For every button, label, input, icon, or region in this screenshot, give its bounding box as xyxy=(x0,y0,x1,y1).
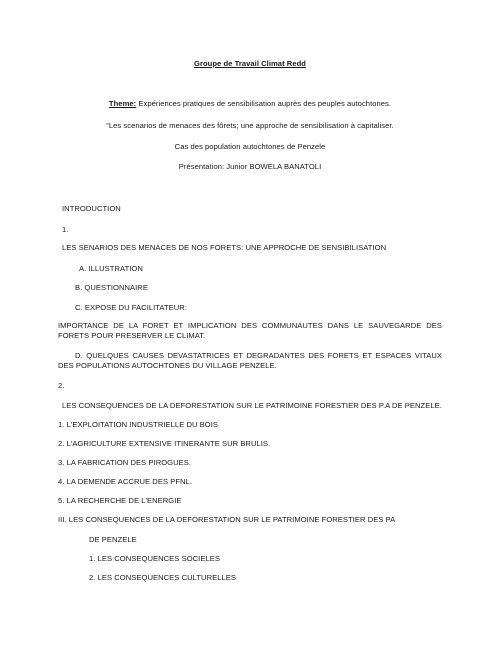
section-heading: LES CONSEQUENCES DE LA DEFORESTATION SUR LE PATRIMOINE FORESTIER DES P.A DE PENZELE. xyxy=(62,401,442,410)
paragraph: IMPORTANCE DE LA FORET ET IMPLICATION DES COMMUNAUTES DANS LE SAUVEGARDE DES FORETS POUR PRESERVER LE CLIMAT. xyxy=(58,321,442,340)
theme-label: Theme: xyxy=(108,99,137,108)
document-title: Groupe de Travail Climat Redd xyxy=(193,59,306,68)
list-item: 2. LES CONSEQUENCES CULTURELLES xyxy=(89,573,236,582)
theme-line xyxy=(0,99,500,109)
presenter-line: Présentation: Junior BOWELA BANATOLI xyxy=(178,162,322,171)
list-item: 2. L'AGRICULTURE EXTENSIVE ITINERANTE SUR BRULIS. xyxy=(58,439,271,448)
section-heading: LES SENARIOS DES MENACES DE NOS FORETS: UNE APPROCHE DE SENSIBILISATION xyxy=(62,243,387,252)
list-item: 1. L'EXPLOITATION INDUSTRIELLE DU BOIS xyxy=(58,420,219,429)
section-number: 2. xyxy=(58,381,65,390)
list-item: B. QUESTIONNAIRE xyxy=(75,283,148,292)
section-heading: III. LES CONSEQUENCES DE LA DEFORESTATION SUR LE PATRIMOINE FORESTIER DES PA xyxy=(58,515,396,524)
case-line: Cas des population autochtones de Penzele xyxy=(174,142,326,151)
section-heading: INTRODUCTION xyxy=(62,204,121,213)
list-item: 4. LA DEMENDE ACCRUE DES PFNL. xyxy=(58,477,193,486)
list-item: 5. LA RECHERCHE DE L'ENERGIE xyxy=(58,496,182,505)
list-item: 1. LES CONSEQUENCES SOCIELES xyxy=(89,554,220,563)
theme-text: Expériences pratiques de sensibilisation auprès des peuples autochtones. xyxy=(136,99,392,108)
section-number: 1. xyxy=(62,225,69,234)
paragraph: D. QUELQUES CAUSES DEVASTATRICES ET DEGRADANTES DES FORETS ET ESPACES VITAUX DES POPULATIONS AUTOCHTONES DU VILLAGE PENZELE. xyxy=(58,351,442,370)
section-heading-continued: DE PENZELE xyxy=(89,535,137,544)
list-item: C. EXPOSE DU FACILITATEUR: xyxy=(75,303,187,312)
list-item: A. ILLUSTRATION xyxy=(79,264,143,273)
list-item: 3. LA FABRICATION DES PIROGUES. xyxy=(58,458,192,467)
subtitle: “Les scenarios de menaces des fôrets; une approche de sensibilisation à capitaliser. xyxy=(106,121,394,130)
